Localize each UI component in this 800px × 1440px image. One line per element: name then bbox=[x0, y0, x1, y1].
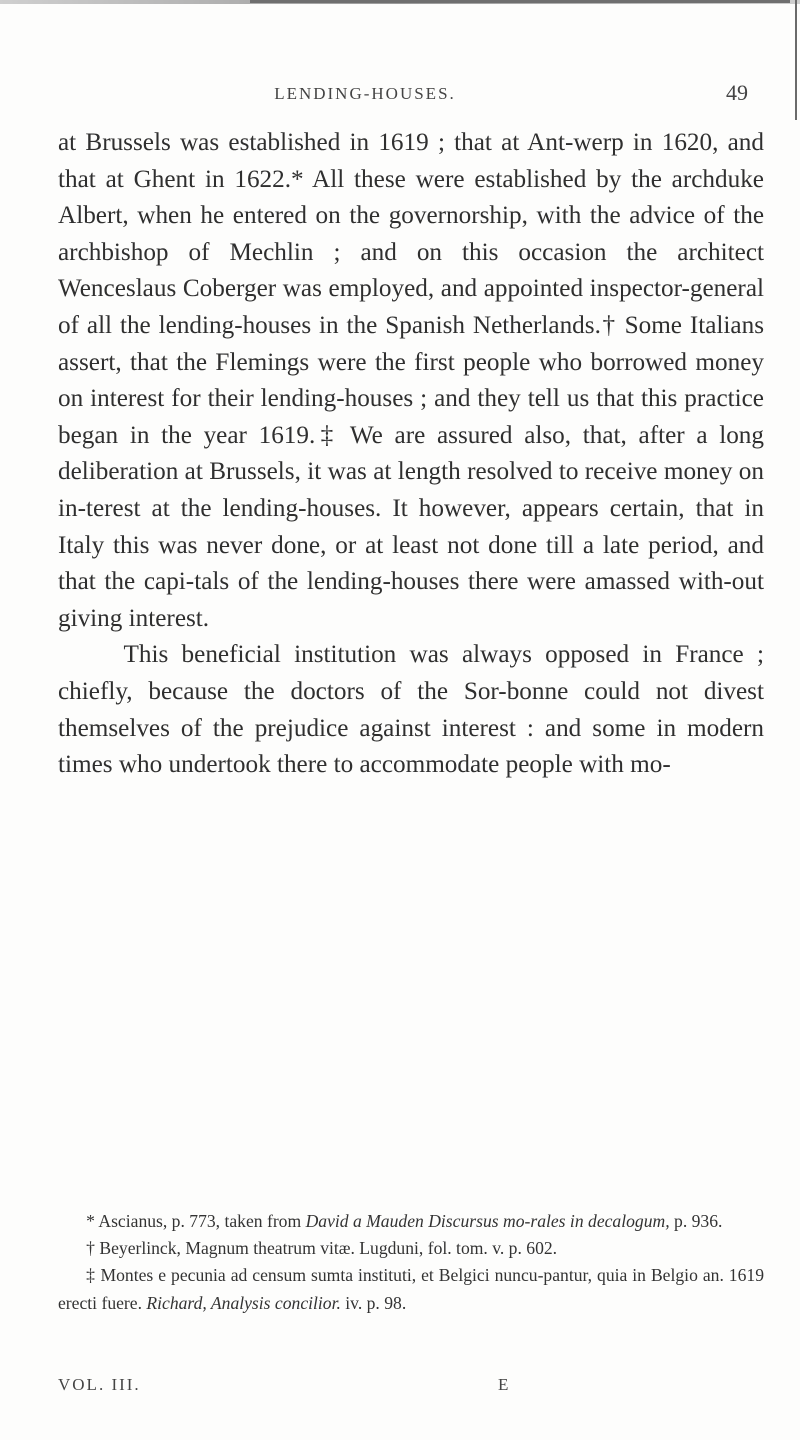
volume-label: VOL. III. bbox=[58, 1375, 141, 1394]
footnote-1-source: David a Mauden Discursus mo-rales in decalogum, bbox=[305, 1211, 670, 1231]
footnote-1 bbox=[58, 1208, 764, 1235]
footnote-2: † Beyerlinck, Magnum theatrum vitæ. Lugduni, fol. tom. v. p. 602. bbox=[86, 1238, 558, 1259]
page-header bbox=[0, 80, 800, 114]
paragraph-2: This beneficial institution was always opposed in France ; chiefly, because the doctors of the Sor-bonne could not divest themselves of the prejudice against interest : and some in modern times who undertook there to accommodate people with mo- bbox=[58, 641, 764, 779]
footnote-3-tail: iv. p. 98. bbox=[340, 1292, 407, 1313]
footnote-1-lead: * Ascianus, p. 773, taken from bbox=[86, 1211, 306, 1231]
footnote-3-lead: ‡ Montes e pecunia ad censum sumta instituti, et Belgici nuncu-pantur, quia in Belgio an. 1619 erecti fuere. bbox=[58, 1265, 764, 1313]
running-title: LENDING-HOUSES. bbox=[274, 84, 456, 103]
footnote-3 bbox=[58, 1262, 764, 1316]
page-top-shadow bbox=[250, 0, 790, 3]
footnote-1-tail: p. 936. bbox=[669, 1211, 723, 1231]
body-text bbox=[58, 125, 764, 784]
signature-line bbox=[58, 1375, 764, 1403]
footnotes bbox=[58, 1208, 764, 1317]
page-number: 49 bbox=[726, 80, 748, 105]
signature-mark: E bbox=[498, 1375, 511, 1394]
footnote-3-source: Richard, Analysis concilior. bbox=[146, 1292, 341, 1313]
paragraph-1: at Brussels was established in 1619 ; that at Ant-werp in 1620, and that at Ghent in 1622.* All these were established by the archduke Albert, when he entered on the governorship, with the advice of the archbishop of Mechlin ; and on this occasion the architect Wenceslaus Coberger was employed, and appointed inspector-general of all the lending-houses in the Spanish Netherlands.† Some Italians assert, that the Flemings were the first people who borrowed money on interest for their lending-houses ; and they tell us that this practice began in the year 1619.‡ We are assured also, that, after a long deliberation at Brussels, it was at length resolved to receive money on in-terest at the lending-houses. It however, appears certain, that in Italy this was never done, or at least not done till a late period, and that the capi-tals of the lending-houses there were amassed with-out giving interest. bbox=[58, 129, 764, 632]
